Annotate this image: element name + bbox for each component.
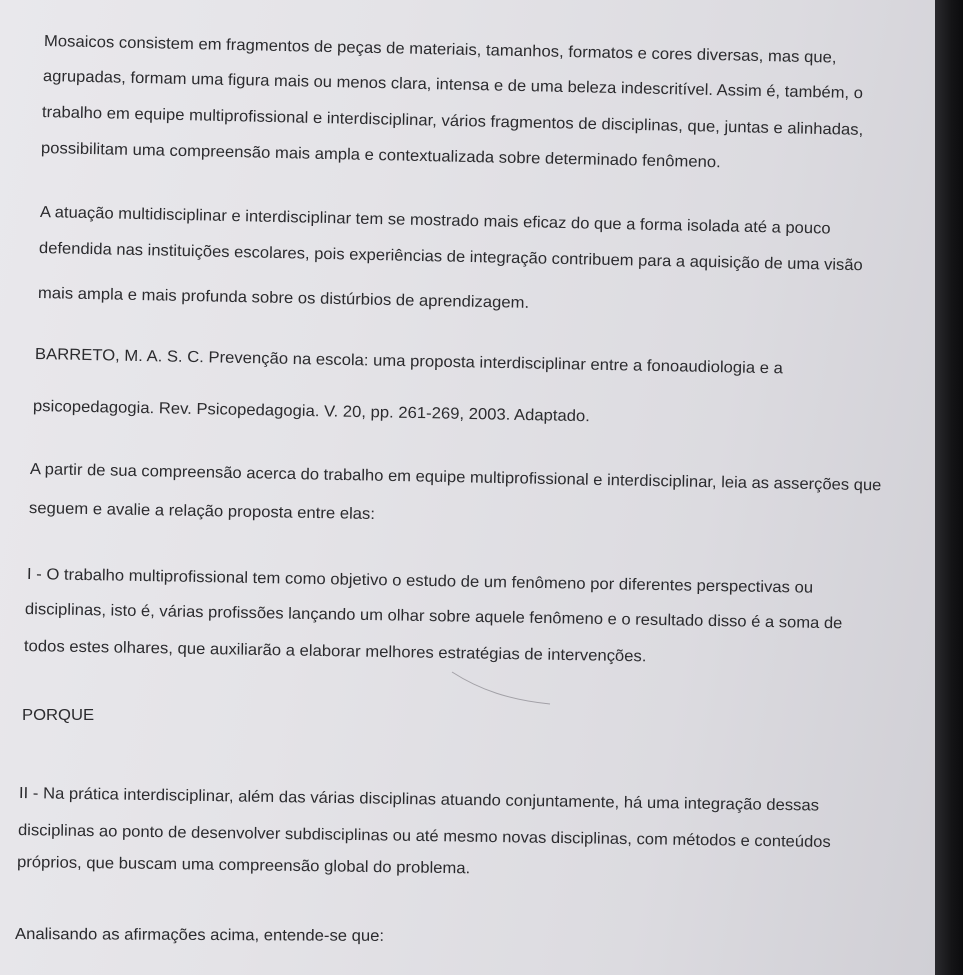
connector-porque: PORQUE bbox=[22, 707, 95, 724]
question-prompt: Analisando as afirmações acima, entende-se que: bbox=[14, 926, 385, 945]
paragraph2-line2: defendida nas instituições escolares, pois experiências de integração contribuem para a aquisição de uma visão bbox=[38, 240, 863, 275]
paragraph1-line3: trabalho em equipe multiprofissional e interdisciplinar, vários fragmentos de disciplinas, que, juntas e alinhadas, bbox=[41, 104, 864, 139]
assertion2-line3: próprios, que buscam uma compreensão global do problema. bbox=[16, 854, 471, 878]
instruction-line1: A partir de sua compreensão acerca do trabalho em equipe multiprofissional e interdisciplinar, leia as asserções que bbox=[29, 461, 882, 495]
paragraph2-line3: mais ampla e mais profunda sobre os distúrbios de aprendizagem. bbox=[37, 285, 530, 312]
paragraph1-line2: agrupadas, formam uma figura mais ou menos clara, intensa e de uma beleza indescritível. Assim é, também, o bbox=[42, 68, 864, 103]
assertion1-line1: I - O trabalho multiprofissional tem como objetivo o estudo de um fenômeno por diferentes perspectivas ou bbox=[26, 566, 814, 597]
assertion1-line3: todos estes olhares, que auxiliarão a elaborar melhores estratégias de intervenções. bbox=[23, 638, 647, 666]
instruction-line2: seguem e avalie a relação proposta entre elas: bbox=[28, 500, 376, 524]
assertion1-line2: disciplinas, isto é, várias profissões lançando um olhar sobre aquele fenômeno e o resultado disso é a soma de bbox=[24, 601, 843, 633]
paragraph1-line4: possibilitam uma compreensão mais ampla e contextualizada sobre determinado fenômeno. bbox=[40, 140, 721, 172]
citation-line2: psicopedagogia. Rev. Psicopedagogia. V. 20, pp. 261-269, 2003. Adaptado. bbox=[32, 398, 591, 426]
assertion2-line2: disciplinas ao ponto de desenvolver subdisciplinas ou até mesmo novas disciplinas, com métodos e conteúdos bbox=[17, 822, 831, 852]
paragraph2-line1: A atuação multidisciplinar e interdisciplinar tem se mostrado mais eficaz do que a forma isolada até a pouco bbox=[39, 204, 831, 238]
citation-line1: BARRETO, M. A. S. C. Prevenção na escola: uma proposta interdisciplinar entre a fonoaudiologia e a bbox=[34, 346, 784, 378]
paragraph1-line1: Mosaicos consistem em fragmentos de peças de materiais, tamanhos, formatos e cores diversas, mas que, bbox=[43, 33, 837, 67]
assertion2-line1: II - Na prática interdisciplinar, além das várias disciplinas atuando conjuntamente, há uma integração dessas bbox=[18, 785, 820, 815]
screen-edge-bezel bbox=[935, 0, 963, 975]
